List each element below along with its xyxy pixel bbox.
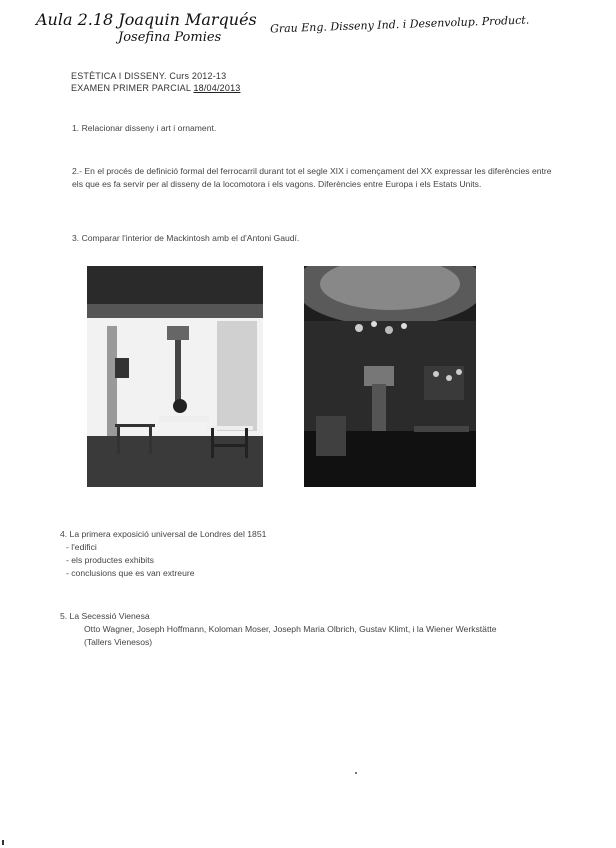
exam-date: 18/04/2013 xyxy=(193,83,241,93)
photo-mackintosh-interior xyxy=(87,266,263,487)
photo-gaudi-interior xyxy=(304,266,476,487)
handwritten-degree: Grau Eng. Disseny Ind. i Desenvolup. Product. xyxy=(269,13,530,36)
question-4 xyxy=(60,528,500,580)
scan-speck xyxy=(355,772,357,774)
question-2-text: En el procés de definició formal del ferrocarril durant tot el segle XIX i començament del XX expressar les diferències entre els que es fa servir per al disseny de la locomotora i els vagons. Diferències entre Europa i els Estats Units. xyxy=(72,166,552,189)
question-3 xyxy=(72,232,532,245)
course-header: ESTÈTICA I DISSENY. Curs 2012-13 xyxy=(71,71,227,81)
question-2-number: 2.- xyxy=(72,166,83,176)
exam-title: EXAMEN PRIMER PARCIAL xyxy=(71,83,191,93)
question-5-title: 5. La Secessió Vienesa xyxy=(60,611,150,621)
gaudi-interior-drawing xyxy=(304,266,476,487)
question-3-number: 3. xyxy=(72,233,80,243)
scan-edge-mark xyxy=(2,840,4,845)
exam-header xyxy=(71,83,240,93)
question-4-title: 4. La primera exposició universal de Londres del 1851 xyxy=(60,529,267,539)
question-2 xyxy=(72,165,562,191)
mackintosh-interior-drawing xyxy=(87,266,263,487)
question-5-text: Otto Wagner, Joseph Hoffmann, Koloman Moser, Joseph Maria Olbrich, Gustav Klimt, i la Wiener Werkstätte (Tallers Vienesos) xyxy=(84,624,497,647)
question-3-text: Comparar l'interior de Mackintosh amb el d'Antoni Gaudí. xyxy=(81,233,300,243)
handwritten-classroom-name: Aula 2.18 Joaquin Marqués xyxy=(36,10,257,29)
question-4-item-2: - els productes exhibits xyxy=(66,555,154,565)
handwritten-second-name: Josefina Pomies xyxy=(118,30,222,45)
question-1-text: Relacionar disseny i art i ornament. xyxy=(81,123,217,133)
question-4-item-1: - l'edifici xyxy=(66,542,97,552)
question-1-number: 1. xyxy=(72,123,80,133)
question-4-item-3: - conclusions que es van extreure xyxy=(66,568,195,578)
question-5 xyxy=(60,610,520,649)
question-1 xyxy=(72,122,532,135)
